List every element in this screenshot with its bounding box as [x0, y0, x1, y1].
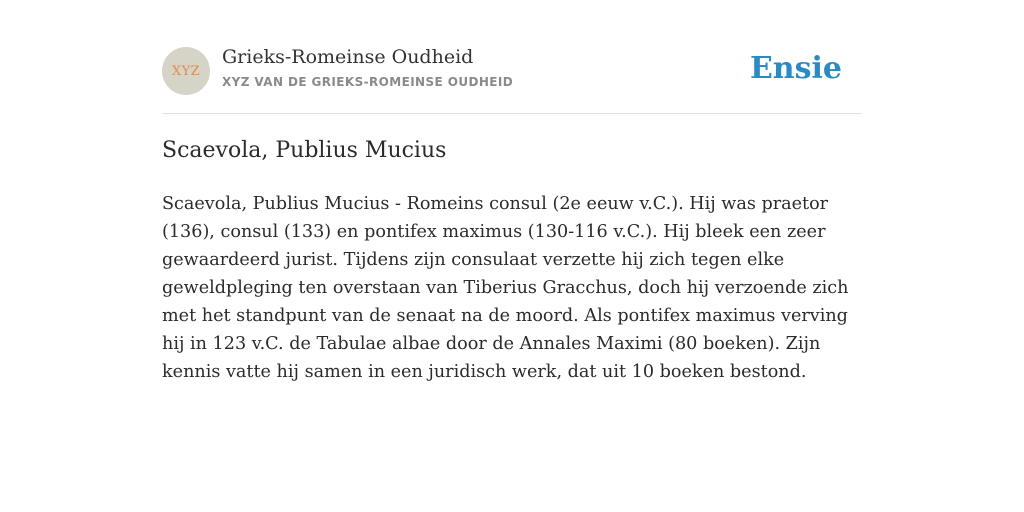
page-title: Scaevola, Publius Mucius: [162, 138, 447, 163]
entry-body: Scaevola, Publius Mucius - Romeins consul (2e eeuw v.C.). Hij was praetor (136), consul (133) en pontifex maximus (130-116 v.C.). Hij bleek een zeer gewaardeerd jurist. Tijdens zijn consulaat verzette hij zich tegen elke geweldpleging ten overstaan van Tiberius Gracchus, doch hij verzoende zich met het standpunt van de senaat na de moord. Als pontifex maximus verving hij in 123 v.C. de Tabulae albae door de Annales Maximi (80 boeken). Zijn kennis vatte hij samen in een juridisch werk, dat uit 10 boeken bestond.: [162, 194, 849, 382]
avatar[interactable]: XYZ: [162, 47, 210, 95]
site-title[interactable]: Grieks-Romeinse Oudheid: [222, 46, 474, 68]
site-subtitle: XYZ VAN DE GRIEKS-ROMEINSE OUDHEID: [222, 75, 514, 89]
header-divider: [162, 113, 862, 114]
brand-logo[interactable]: Ensie: [749, 51, 842, 86]
site-header: [162, 46, 862, 96]
